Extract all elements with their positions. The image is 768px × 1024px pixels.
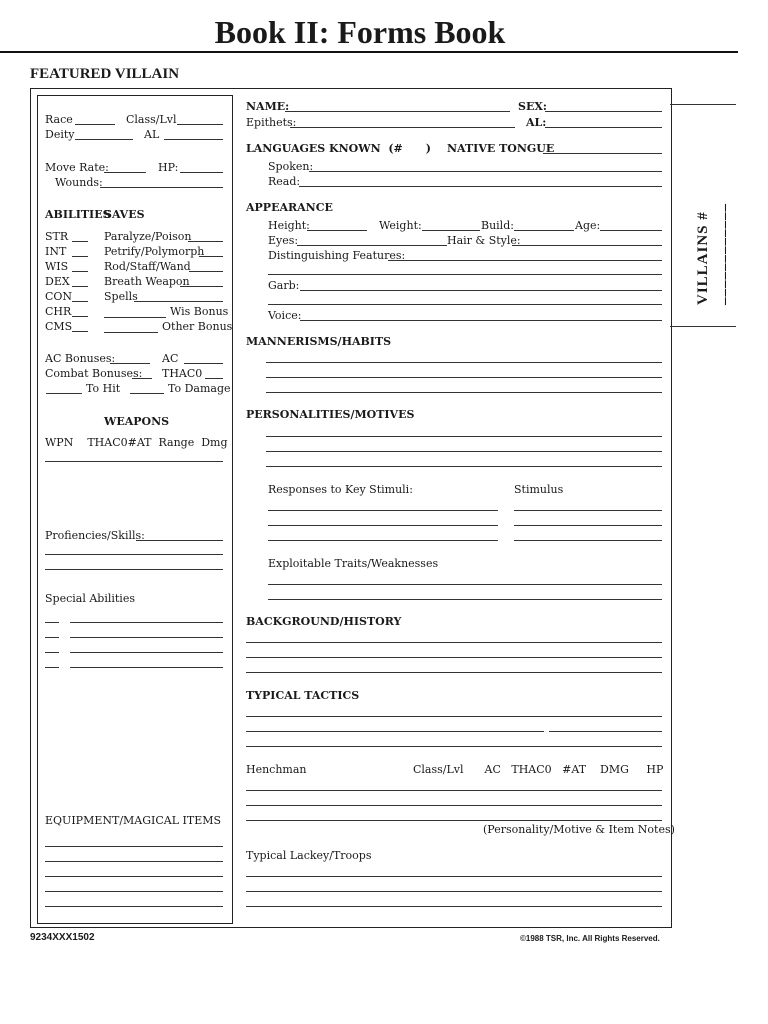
stat-value-field[interactable] xyxy=(72,301,88,302)
save-value-field[interactable] xyxy=(134,301,223,302)
age-field[interactable] xyxy=(600,230,662,231)
henchman-line[interactable] xyxy=(246,790,662,791)
tactics-heading: TYPICAL TACTICS xyxy=(246,689,360,702)
hair-label: Hair & Style: xyxy=(447,234,521,247)
mannerisms-line[interactable] xyxy=(266,392,662,393)
stat-label: WIS xyxy=(45,260,69,273)
wounds-label: Wounds: xyxy=(55,176,103,189)
to-damage-label: To Damage xyxy=(168,382,231,395)
stat-label: DEX xyxy=(45,275,70,288)
spoken-label: Spoken: xyxy=(268,160,314,173)
to-hit-field[interactable] xyxy=(46,393,82,394)
exploitable-line[interactable] xyxy=(268,584,662,585)
stat-value-field[interactable] xyxy=(72,316,88,317)
special-ability-field[interactable] xyxy=(70,637,223,638)
save-label: Rod/Staff/Wand xyxy=(104,260,191,273)
stat-label: STR xyxy=(45,230,69,243)
personalities-line[interactable] xyxy=(266,436,662,437)
personalities-line[interactable] xyxy=(266,466,662,467)
weapons-heading: WEAPONS xyxy=(104,415,170,428)
distinguishing-label: Distinguishing Features: xyxy=(268,249,406,262)
deity-label: Deity xyxy=(45,128,75,141)
build-field[interactable] xyxy=(514,230,574,231)
special-level-field[interactable] xyxy=(45,637,59,638)
lackey-line[interactable] xyxy=(246,876,662,877)
special-level-field[interactable] xyxy=(45,622,59,623)
garb-line[interactable] xyxy=(268,304,662,305)
section-heading: FEATURED VILLAIN xyxy=(30,66,180,82)
height-label: Height: xyxy=(268,219,310,232)
proficiencies-label: Profiencies/Skills: xyxy=(45,529,145,542)
al-right-field[interactable] xyxy=(545,127,662,128)
distinguishing-field[interactable] xyxy=(388,260,662,261)
other-bonus-field[interactable] xyxy=(104,332,158,333)
weapons-columns: WPN THAC0#AT Range Dmg xyxy=(45,436,228,449)
weapons-rule xyxy=(45,461,223,462)
special-ability-field[interactable] xyxy=(70,667,223,668)
background-line[interactable] xyxy=(246,657,662,658)
voice-field[interactable] xyxy=(300,320,662,321)
to-damage-field[interactable] xyxy=(130,393,164,394)
read-label: Read: xyxy=(268,175,301,188)
stat-label: CON xyxy=(45,290,73,303)
save-label: Petrify/Polymorph xyxy=(104,245,205,258)
ac-bonuses-field[interactable] xyxy=(110,363,150,364)
stat-value-field[interactable] xyxy=(72,286,88,287)
al-label: AL xyxy=(144,128,160,141)
special-level-field[interactable] xyxy=(45,652,59,653)
form-code: 9234XXX1502 xyxy=(30,932,95,943)
stimulus-line[interactable] xyxy=(514,510,662,511)
title-rule xyxy=(0,51,738,53)
lackey-line[interactable] xyxy=(246,891,662,892)
special-abilities-label: Special Abilities xyxy=(45,592,135,605)
background-heading: BACKGROUND/HISTORY xyxy=(246,615,402,628)
weight-label: Weight: xyxy=(379,219,422,232)
save-value-field[interactable] xyxy=(199,256,223,257)
name-label: NAME: xyxy=(246,100,290,113)
tactics-line[interactable] xyxy=(549,731,662,732)
epithets-field[interactable] xyxy=(290,127,515,128)
wounds-field[interactable] xyxy=(100,187,223,188)
exploitable-label: Exploitable Traits/Weaknesses xyxy=(268,557,439,570)
copyright: ©1988 TSR, Inc. All Rights Reserved. xyxy=(520,934,660,943)
native-tongue-label: NATIVE TONGUE xyxy=(447,142,555,155)
special-level-field[interactable] xyxy=(45,667,59,668)
save-value-field[interactable] xyxy=(188,241,223,242)
special-ability-field[interactable] xyxy=(70,652,223,653)
languages-heading: LANGUAGES KNOWN (# ) xyxy=(246,142,431,155)
move-rate-label: Move Rate: xyxy=(45,161,109,174)
response-line[interactable] xyxy=(268,525,498,526)
age-label: Age: xyxy=(575,219,601,232)
stat-value-field[interactable] xyxy=(72,241,88,242)
epithets-label: Epithets: xyxy=(246,116,297,129)
garb-label: Garb: xyxy=(268,279,300,292)
response-line[interactable] xyxy=(268,510,498,511)
weight-field[interactable] xyxy=(422,230,480,231)
read-field[interactable] xyxy=(299,186,662,187)
henchman-columns: Class/Lvl AC THAC0 #AT DMG HP xyxy=(413,763,664,776)
henchman-line[interactable] xyxy=(246,805,662,806)
stimulus-line[interactable] xyxy=(514,525,662,526)
save-value-field[interactable] xyxy=(180,286,223,287)
equipment-line[interactable] xyxy=(45,861,223,862)
eyes-label: Eyes: xyxy=(268,234,299,247)
item-notes-label: (Personality/Motive & Item Notes) xyxy=(483,823,675,836)
ac-field[interactable] xyxy=(184,363,223,364)
ac-bonuses-label: AC Bonuses: xyxy=(45,352,116,365)
save-value-field[interactable] xyxy=(189,271,223,272)
thac0-label: THAC0 xyxy=(162,367,203,380)
response-line[interactable] xyxy=(268,540,498,541)
page-title: Book II: Forms Book xyxy=(214,14,506,50)
background-line[interactable] xyxy=(246,672,662,673)
al-field[interactable] xyxy=(164,139,223,140)
equipment-label: EQUIPMENT/MAGICAL ITEMS xyxy=(45,814,222,827)
garb-field[interactable] xyxy=(300,290,662,291)
background-line[interactable] xyxy=(246,642,662,643)
responses-label: Responses to Key Stimuli: xyxy=(268,483,413,496)
stat-label: CMS xyxy=(45,320,73,333)
eyes-field[interactable] xyxy=(297,245,447,246)
mannerisms-line[interactable] xyxy=(266,362,662,363)
hp-label: HP: xyxy=(158,161,179,174)
lackey-line[interactable] xyxy=(246,906,662,907)
proficiencies-line[interactable] xyxy=(45,569,223,570)
voice-label: Voice: xyxy=(268,309,302,322)
save-label: Paralyze/Poison xyxy=(104,230,192,243)
mannerisms-line[interactable] xyxy=(266,377,662,378)
proficiencies-line[interactable] xyxy=(45,554,223,555)
hp-field[interactable] xyxy=(180,172,223,173)
proficiencies-field[interactable] xyxy=(136,540,223,541)
saves-heading: SAVES xyxy=(104,208,145,221)
equipment-line[interactable] xyxy=(45,876,223,877)
sex-field[interactable] xyxy=(545,111,662,112)
class-lvl-label: Class/Lvl xyxy=(126,113,177,126)
save-label: Spells xyxy=(104,290,138,303)
exploitable-line[interactable] xyxy=(268,599,662,600)
wis-bonus-field[interactable] xyxy=(104,317,166,318)
stat-label: INT xyxy=(45,245,67,258)
wis-bonus-label: Wis Bonus xyxy=(170,305,229,318)
personalities-heading: PERSONALITIES/MOTIVES xyxy=(246,408,415,421)
ac-label: AC xyxy=(162,352,179,365)
class-lvl-field[interactable] xyxy=(177,124,223,125)
distinguishing-line[interactable] xyxy=(268,274,662,275)
equipment-line[interactable] xyxy=(45,846,223,847)
thac0-field[interactable] xyxy=(205,378,223,379)
stat-value-field[interactable] xyxy=(72,331,88,332)
al-right-label: AL: xyxy=(526,116,547,129)
appearance-heading: APPEARANCE xyxy=(246,201,333,214)
stat-label: CHR xyxy=(45,305,72,318)
tactics-line[interactable] xyxy=(246,746,662,747)
deity-field[interactable] xyxy=(75,139,133,140)
spoken-field[interactable] xyxy=(309,171,662,172)
sex-label: SEX: xyxy=(518,100,547,113)
to-hit-label: To Hit xyxy=(86,382,121,395)
equipment-line[interactable] xyxy=(45,891,223,892)
hair-field[interactable] xyxy=(512,245,662,246)
special-ability-field[interactable] xyxy=(70,622,223,623)
lackey-label: Typical Lackey/Troops xyxy=(246,849,372,862)
mannerisms-heading: MANNERISMS/HABITS xyxy=(246,335,392,348)
name-field[interactable] xyxy=(285,111,510,112)
equipment-line[interactable] xyxy=(45,906,223,907)
other-bonus-label: Other Bonus xyxy=(162,320,233,333)
combat-bonuses-label: Combat Bonuses: xyxy=(45,367,143,380)
native-tongue-field[interactable] xyxy=(543,153,662,154)
stat-value-field[interactable] xyxy=(72,256,88,257)
abilities-heading: ABILITIES xyxy=(45,208,111,221)
stat-value-field[interactable] xyxy=(72,271,88,272)
stimulus-line[interactable] xyxy=(514,540,662,541)
race-field[interactable] xyxy=(75,124,115,125)
race-label: Race xyxy=(45,113,73,126)
stimulus-label: Stimulus xyxy=(514,483,564,496)
henchman-line[interactable] xyxy=(246,820,662,821)
combat-bonuses-field[interactable] xyxy=(132,378,152,379)
save-label: Breath Weapon xyxy=(104,275,190,288)
build-label: Build: xyxy=(481,219,514,232)
tactics-line[interactable] xyxy=(246,716,662,717)
height-field[interactable] xyxy=(307,230,367,231)
villains-tab-label: VILLAINS # ____________ xyxy=(695,203,728,305)
move-rate-field[interactable] xyxy=(104,172,146,173)
personalities-line[interactable] xyxy=(266,451,662,452)
henchman-label: Henchman xyxy=(246,763,307,776)
tactics-line[interactable] xyxy=(246,731,544,732)
